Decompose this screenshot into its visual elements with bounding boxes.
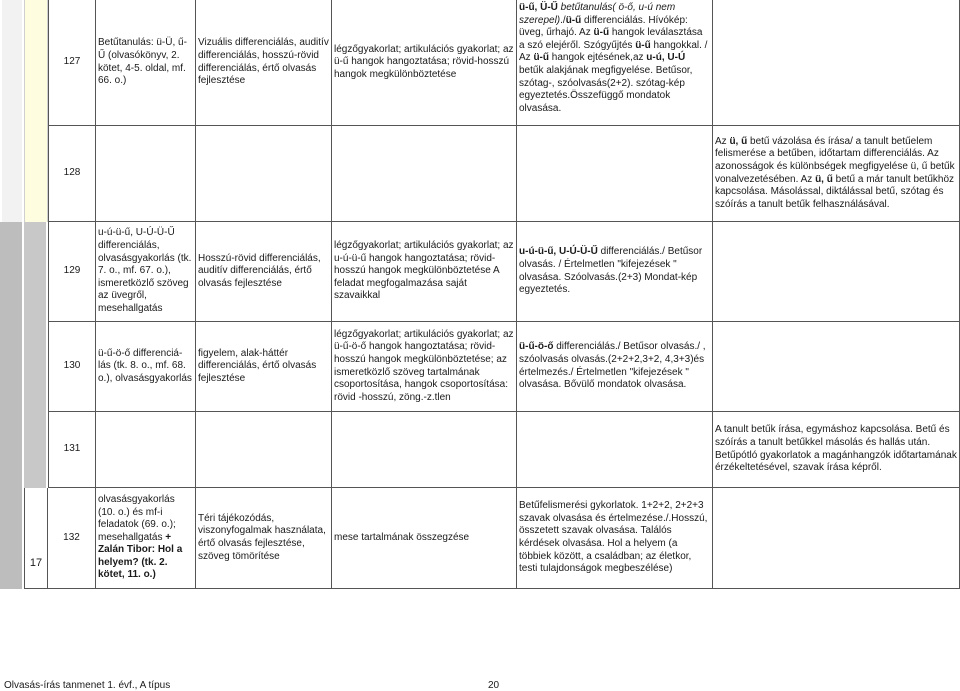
row-132-writing: [713, 488, 960, 589]
row-130-exercises: légzőgyakorlat; artikulációs gyakorlat; az ü-ű-ö-ő hangok hangoztatása; rövid-hosszú hangok megkülönböztetése; az ismeretközlő szöveg tartalmának csoportosítása, hangok csoportosítása: rövid -hosszú, zöng.-z.tlen: [332, 322, 517, 412]
row-129-topic: u-ú-ü-ű, U-Ú-Ü-Ű differenciálás, olvasásgyakorlás (tk. 7. o., mf. 67. o.), ismeretközlő szöveg az üvegről, mesehallgatás: [96, 222, 196, 322]
row-131-topic: [96, 412, 196, 488]
row-128-topic: [96, 126, 196, 222]
row-128-writing: Az ü, ű betű vázolása és írása/ a tanult betűelem felismerése a betűben, időtartam differenciálás. Az azonosságok és különbségek megfigyelése ü, ű betűk vonalvezetésében. Az ü, ű betű a már tanult betűkhöz kapcsolása. Másolással, diktálással betű, szótag és szóírás a tanult betűk felhasználásával.: [713, 126, 960, 222]
row-128-exercises: [332, 126, 517, 222]
row-127-activities: ü-ű, Ü-Ű betűtanulás( ö-ő, u-ú nem szerepel)./ü-ű differenciálás. Hívókép: üveg, űrhajó. Az ü-ű hangok leválasztása a szó elejéről. Szógyűjtés ü-ű hangokkal. / Az ü-ű hangok ejtésének,az u-ú, U-Ú betűk alakjának megfigyelése. Betűsor, szótag-, szóolvasás(2+2). szótag-kép egyeztetés.Összefüggő mondatok olvasása.: [517, 0, 713, 126]
footer-page-number: 20: [488, 680, 500, 691]
row-number-128: 128: [48, 126, 96, 222]
row-127-topic: Betűtanulás: ü-Ü, ű-Ű (olvasókönyv, 2. kötet, 4-5. oldal, mf. 66. o.): [96, 0, 196, 126]
row-130-activities: ü-ű-ö-ő differenciálás./ Betűsor olvasás./ , szóolvasás olvasás.(2+2+2,3+2, 4,3+3)és értelmezés./ Értelmetlen "kifejezések " olvasása. Bővülő mondatok olvasása.: [517, 322, 713, 412]
row-132-activities: Betűfelismerési gykorlatok. 1+2+2, 2+2+3 szavak olvasása és értelmezése./.Hosszú, összetett szavak olvasása. Találós kérdések olvasása. Hol a helyem (a többiek között, a családban; az életkor, testi tulajdonságok megbeszélése): [517, 488, 713, 589]
row-131-skills: [196, 412, 332, 488]
row-127-skills: Vizuális differenciálás, auditív differenciálás, hosszú-rövid differenciálás, értő olvasás fejlesztése: [196, 0, 332, 126]
week-band-blue: [2, 0, 22, 222]
row-128-skills: [196, 126, 332, 222]
row-132-exercises: mese tartalmának összegzése: [332, 488, 517, 589]
week-band-gray-inner: [24, 222, 46, 488]
row-127-exercises: légzőgyakorlat; artikulációs gyakorlat; az ü-ű hangok hangoztatása; rövid-hosszú hangok megkülönböztetése: [332, 0, 517, 126]
footer-title: Olvasás-írás tanmenet 1. évf., A típus: [4, 680, 171, 691]
row-number-131: 131: [48, 412, 96, 488]
row-127-writing: [713, 0, 960, 126]
row-number-132: 132: [48, 488, 96, 589]
row-129-skills: Hosszú-rövid differenciálás, auditív differenciálás, értő olvasás fejlesztése: [196, 222, 332, 322]
row-129-writing: [713, 222, 960, 322]
row-132-topic: olvasásgyakorlás (10. o.) és mf-i feladatok (69. o.); mesehallgatás + Zalán Tibor: Hol a helyem? (tk. 2. kötet, 11. o.): [96, 488, 196, 589]
row-130-writing: [713, 322, 960, 412]
row-129-activities: u-ú-ü-ű, U-Ú-Ü-Ű differenciálás./ Betűsor olvasás. / Értelmetlen "kifejezések " olvasása. Szóolvasás.(2+3) Mondat-kép egyeztetés.: [517, 222, 713, 322]
row-131-exercises: [332, 412, 517, 488]
row-130-skills: figyelem, alak-háttér differenciálás, értő olvasás fejlesztése: [196, 322, 332, 412]
row-131-writing: A tanult betűk írása, egymáshoz kapcsolása. Betű és szóírás a tanult betűkkel másolás és hallás után. Betűpótló gyakorlatok a magánhangzók időtartamának érzékeltetésével, szavak írása képről.: [713, 412, 960, 488]
week-band-gray: [0, 222, 22, 589]
week-band-yellow: [24, 0, 48, 222]
row-number-129: 129: [48, 222, 96, 322]
row-132-skills: Téri tájékozódás, viszonyfogalmak használata, értő olvasás fejlesztése, szöveg tömörítése: [196, 488, 332, 589]
row-number-130: 130: [48, 322, 96, 412]
row-number-127: 127: [48, 0, 96, 126]
row-131-activities: [517, 412, 713, 488]
week-number: 17: [29, 557, 43, 570]
row-130-topic: ü-ű-ö-ő differenciá-lás (tk. 8. o., mf. 68. o.), olvasásgyakorlás: [96, 322, 196, 412]
row-129-exercises: légzőgyakorlat; artikulációs gyakorlat; az u-ú-ü-ű hangok hangoztatása; rövid-hosszú hangok megkülönböztetése A feladat megfogalmazása saját szavaikkal: [332, 222, 517, 322]
week-number-cell: [24, 488, 48, 589]
row-128-activities: [517, 126, 713, 222]
